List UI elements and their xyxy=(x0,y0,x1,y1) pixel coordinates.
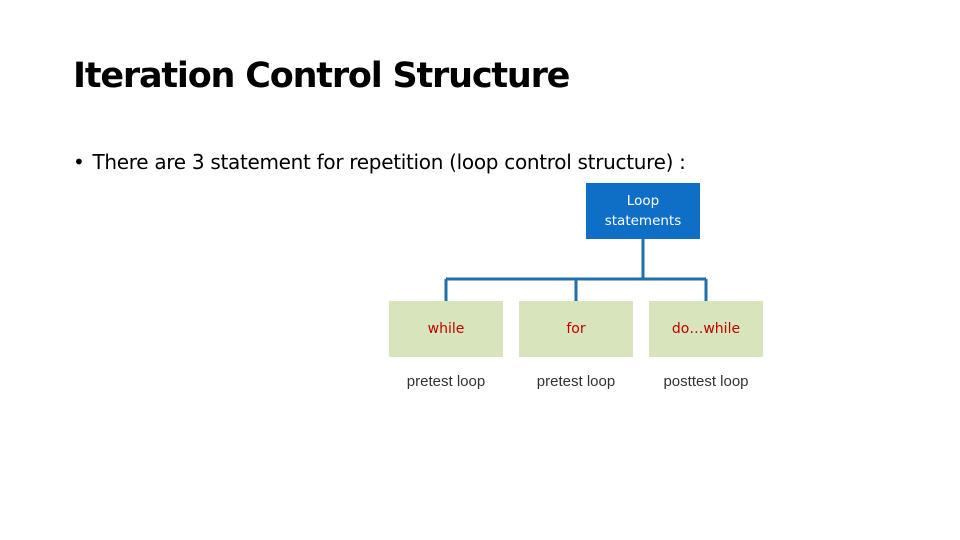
do-while-node: do…while xyxy=(649,301,763,357)
for-note: pretest loop xyxy=(536,373,616,390)
bullet-marker: • xyxy=(73,150,85,174)
for-node: for xyxy=(519,301,633,357)
slide-title: Iteration Control Structure xyxy=(73,56,570,96)
bullet-text: There are 3 statement for repetition (loop control structure) : xyxy=(92,150,686,174)
while-note: pretest loop xyxy=(406,373,486,390)
loop-statements-node: Loop statements xyxy=(586,183,700,239)
do-while-note: posttest loop xyxy=(663,373,749,390)
while-node: while xyxy=(389,301,503,357)
